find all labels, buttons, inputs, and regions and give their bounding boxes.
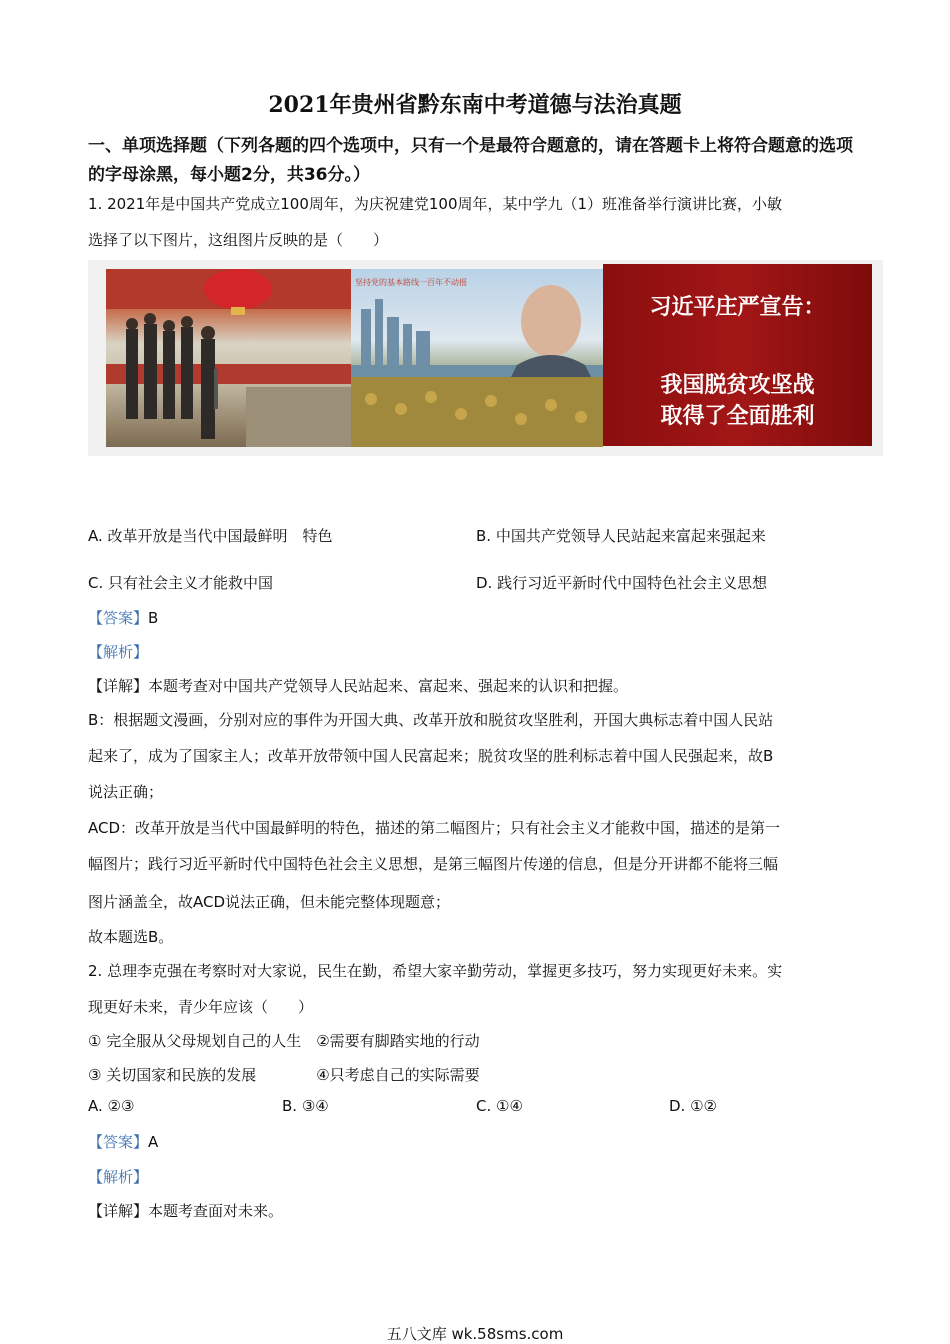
panel3-line1: 习近平庄严宣告： <box>649 295 826 320</box>
q2-analysis-line <box>88 1166 148 1187</box>
q2-option-c: C. ①④ <box>476 1097 523 1115</box>
q1-stem-line1: 1. 2021年是中国共产党成立100周年，为庆祝建党100周年，某中学九（1）班准备举行演讲比赛，小敏 <box>88 195 783 213</box>
panel3-line2: 我国脱贫攻坚战 <box>660 373 815 398</box>
founding-ceremony-painting <box>106 269 351 447</box>
q1-stem-line2: 选择了以下图片，这组图片反映的是（ ） <box>88 231 389 249</box>
analysis-tag: 【解析】 <box>88 643 149 661</box>
q1-explain-line: ACD：改革开放是当代中国最鲜明的特色，描述的第二幅图片；只有社会主义才能救中国，描述的是第一 <box>88 819 781 837</box>
reform-opening-illustration <box>351 269 603 447</box>
page-footer: 五八文库 wk.58sms.com <box>386 1325 564 1343</box>
poverty-alleviation-banner <box>603 264 872 446</box>
q2-option-d: D. ①② <box>669 1097 717 1115</box>
q1-analysis-line <box>88 641 148 662</box>
detail-tag: 【详解】 <box>88 677 149 695</box>
page-title: 2021年贵州省黔东南中考道德与法治真题 <box>268 92 682 118</box>
q1-option-b: B. 中国共产党领导人民站起来富起来强起来 <box>476 527 766 545</box>
q2-answer-line <box>88 1131 158 1152</box>
reform-opening-poster <box>351 269 603 447</box>
panel3-line3: 取得了全面胜利 <box>660 404 815 429</box>
founding-ceremony-illustration <box>106 269 351 447</box>
q1-explain-line: 故本题选B。 <box>88 928 174 946</box>
q2-option-b: B. ③④ <box>282 1097 329 1115</box>
q1-image-banner <box>88 260 883 456</box>
detail-text: 本题考查面对未来。 <box>148 1202 284 1220</box>
detail-text: 本题考查对中国共产党领导人民站起来、富起来、强起来的认识和把握。 <box>148 677 629 695</box>
q1-option-d: D. 践行习近平新时代中国特色社会主义思想 <box>476 574 768 592</box>
q1-explain-line: 幅图片；践行习近平新时代中国特色社会主义思想，是第三幅图片传递的信息，但是分开讲都不能将三幅 <box>88 855 779 873</box>
detail-tag: 【详解】 <box>88 1202 149 1220</box>
q2-detail-line <box>88 1200 283 1221</box>
q1-detail-line <box>88 675 628 696</box>
q1-answer-line <box>88 607 158 628</box>
q2-items-line2: ③ 关切国家和民族的发展 ④只考虑自己的实际需要 <box>88 1066 480 1084</box>
q2-items-line1: ① 完全服从父母规划自己的人生 ②需要有脚踏实地的行动 <box>88 1032 480 1050</box>
q1-explain-line: 图片涵盖全，故ACD说法正确，但未能完整体现题意； <box>88 893 451 911</box>
q2-stem-line2: 现更好未来，青少年应该（ ） <box>88 998 314 1016</box>
q1-explain-line: 说法正确； <box>88 783 164 801</box>
answer-tag: 【答案】 <box>88 609 149 627</box>
q2-stem-line1: 2. 总理李克强在考察时对大家说，民生在勤，希望大家辛勤劳动，掌握更多技巧，努力实现更好未来。实 <box>88 962 783 980</box>
answer-value: B <box>148 609 159 627</box>
panel2-caption: 坚持党的基本路线一百年不动摇 <box>355 278 467 287</box>
q1-option-a: A. 改革开放是当代中国最鲜明 特色 <box>88 527 333 545</box>
q2-option-a: A. ②③ <box>88 1097 135 1115</box>
answer-tag: 【答案】 <box>88 1133 149 1151</box>
q1-option-c: C. 只有社会主义才能救中国 <box>88 574 274 592</box>
q1-explain-line: B：根据题文漫画，分别对应的事件为开国大典、改革开放和脱贫攻坚胜利，开国大典标志着中国人民站 <box>88 711 774 729</box>
q1-explain-line: 起来了，成为了国家主人；改革开放带领中国人民富起来；脱贫攻坚的胜利标志着中国人民强起来，故B <box>88 747 774 765</box>
analysis-tag: 【解析】 <box>88 1168 149 1186</box>
section-heading: 一、单项选择题（下列各题的四个选项中，只有一个是最符合题意的，请在答题卡上将符合题意的选项的字母涂黑，每小题2分，共36分。） <box>88 136 853 185</box>
answer-value: A <box>148 1133 159 1151</box>
